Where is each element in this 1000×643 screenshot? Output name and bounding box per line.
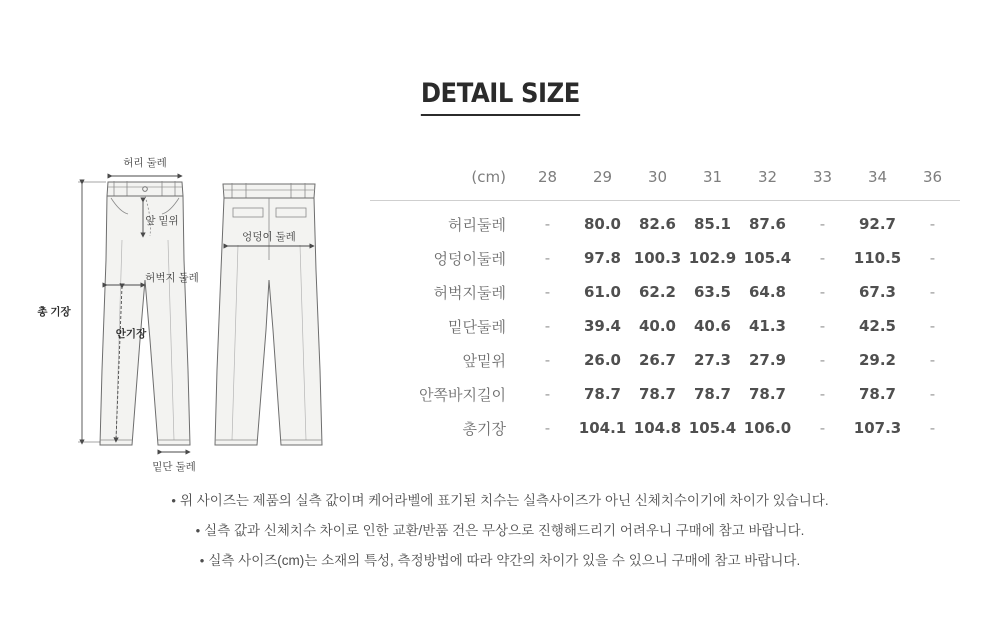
table-row [370, 241, 960, 275]
cell-thigh-30: 62.2 [638, 283, 676, 301]
note-text: 실측 값과 신체치수 차이로 인한 교환/반품 건은 무상으로 진행해드리기 어려우니 구매에 참고 바랍니다. [204, 523, 805, 538]
size-header-34: 34 [850, 160, 905, 201]
cell-total-length-32: 106.0 [743, 419, 792, 437]
cell-thigh-31: 63.5 [693, 283, 731, 301]
size-header-30: 30 [630, 160, 685, 201]
cell-inseam-36: - [929, 385, 936, 403]
cell-waist-29: 80.0 [583, 215, 621, 233]
size-header-36: 36 [905, 160, 960, 201]
cell-hip-30: 100.3 [633, 249, 682, 267]
cell-hem-32: 41.3 [748, 317, 786, 335]
note-text: 실측 사이즈(cm)는 소재의 특성, 측정방법에 따라 약간의 차이가 있을 수 있으니 구매에 참고 바랍니다. [208, 553, 801, 568]
cell-thigh-29: 61.0 [583, 283, 621, 301]
cell-hip-34: 110.5 [853, 249, 902, 267]
cell-hip-28: - [544, 249, 551, 267]
pants-back-view [215, 183, 322, 445]
cell-waist-31: 85.1 [693, 215, 731, 233]
bullet-icon: • [199, 553, 205, 568]
cell-front-rise-29: 26.0 [583, 351, 621, 369]
cell-hem-33: - [819, 317, 826, 335]
note-text: 위 사이즈는 제품의 실측 값이며 케어라벨에 표기된 치수는 실측사이즈가 아닌 신체치수이기에 차이가 있습니다. [179, 493, 829, 508]
cell-hip-33: - [819, 249, 826, 267]
size-header-33: 33 [795, 160, 850, 201]
row-label-front-rise: 앞밑위 [462, 352, 506, 370]
cell-front-rise-34: 29.2 [858, 351, 896, 369]
row-label-inseam: 안쪽바지길이 [419, 386, 506, 404]
table-row [370, 343, 960, 377]
cell-inseam-33: - [819, 385, 826, 403]
pants-measurement-illustration [10, 140, 370, 480]
cell-hem-29: 39.4 [583, 317, 621, 335]
size-header-31: 31 [685, 160, 740, 201]
cell-inseam-34: 78.7 [858, 385, 896, 403]
cell-hip-29: 97.8 [583, 249, 621, 267]
note-item [0, 486, 1000, 516]
cell-thigh-32: 64.8 [748, 283, 786, 301]
cell-hip-32: 105.4 [743, 249, 792, 267]
bullet-icon: • [195, 523, 201, 538]
cell-waist-30: 82.6 [638, 215, 676, 233]
cell-inseam-29: 78.7 [583, 385, 621, 403]
size-header-32: 32 [740, 160, 795, 201]
unit-header: (cm) [370, 160, 520, 201]
row-label-thigh: 허벅지둘레 [433, 284, 506, 302]
cell-waist-36: - [929, 215, 936, 233]
notes-section [0, 486, 1000, 576]
label-inseam: 안기장 [115, 328, 147, 340]
pants-front-view [36, 156, 199, 473]
row-label-waist: 허리둘레 [448, 216, 506, 234]
note-item [0, 516, 1000, 546]
cell-inseam-28: - [544, 385, 551, 403]
cell-front-rise-33: - [819, 351, 826, 369]
cell-thigh-33: - [819, 283, 826, 301]
cell-hem-30: 40.0 [638, 317, 676, 335]
table-row [370, 377, 960, 411]
cell-total-length-30: 104.8 [633, 419, 682, 437]
cell-hem-28: - [544, 317, 551, 335]
cell-total-length-29: 104.1 [578, 419, 627, 437]
cell-thigh-36: - [929, 283, 936, 301]
size-table-container [370, 160, 950, 445]
row-label-hem: 밑단둘레 [448, 318, 506, 336]
cell-front-rise-28: - [544, 351, 551, 369]
size-header-28: 28 [520, 160, 575, 201]
cell-thigh-28: - [544, 283, 551, 301]
label-total-length: 총 기장 [37, 306, 71, 318]
cell-total-length-34: 107.3 [853, 419, 902, 437]
cell-hem-34: 42.5 [858, 317, 896, 335]
cell-front-rise-36: - [929, 351, 936, 369]
cell-front-rise-32: 27.9 [748, 351, 786, 369]
cell-inseam-30: 78.7 [638, 385, 676, 403]
cell-inseam-32: 78.7 [748, 385, 786, 403]
table-row [370, 275, 960, 309]
cell-hem-36: - [929, 317, 936, 335]
cell-inseam-31: 78.7 [693, 385, 731, 403]
cell-hip-31: 102.9 [688, 249, 737, 267]
table-header-row [370, 160, 960, 201]
cell-front-rise-30: 26.7 [638, 351, 676, 369]
page-title: DETAIL SIZE [420, 78, 579, 116]
label-hem-round: 밑단 둘레 [152, 461, 196, 473]
cell-front-rise-31: 27.3 [693, 351, 731, 369]
row-label-total-length: 총기장 [462, 420, 506, 438]
label-hip-round: 엉덩이 둘레 [242, 231, 296, 243]
cell-hip-36: - [929, 249, 936, 267]
cell-hem-31: 40.6 [693, 317, 731, 335]
note-item [0, 546, 1000, 576]
page-title-container [0, 78, 1000, 116]
cell-waist-33: - [819, 215, 826, 233]
label-waist-round: 허리 둘레 [123, 157, 167, 169]
bullet-icon: • [171, 493, 176, 508]
cell-total-length-28: - [544, 419, 551, 437]
cell-total-length-33: - [819, 419, 826, 437]
label-thigh-round: 허벅지 둘레 [145, 272, 199, 284]
cell-waist-34: 92.7 [858, 215, 896, 233]
cell-waist-32: 87.6 [748, 215, 786, 233]
cell-waist-28: - [544, 215, 551, 233]
row-label-hip: 엉덩이둘레 [433, 250, 506, 268]
table-row [370, 309, 960, 343]
table-row [370, 201, 960, 242]
cell-total-length-31: 105.4 [688, 419, 737, 437]
label-front-rise: 앞 밑위 [145, 215, 179, 227]
cell-total-length-36: - [929, 419, 936, 437]
size-header-29: 29 [575, 160, 630, 201]
cell-thigh-34: 67.3 [858, 283, 896, 301]
size-table [370, 160, 960, 445]
table-row [370, 411, 960, 445]
